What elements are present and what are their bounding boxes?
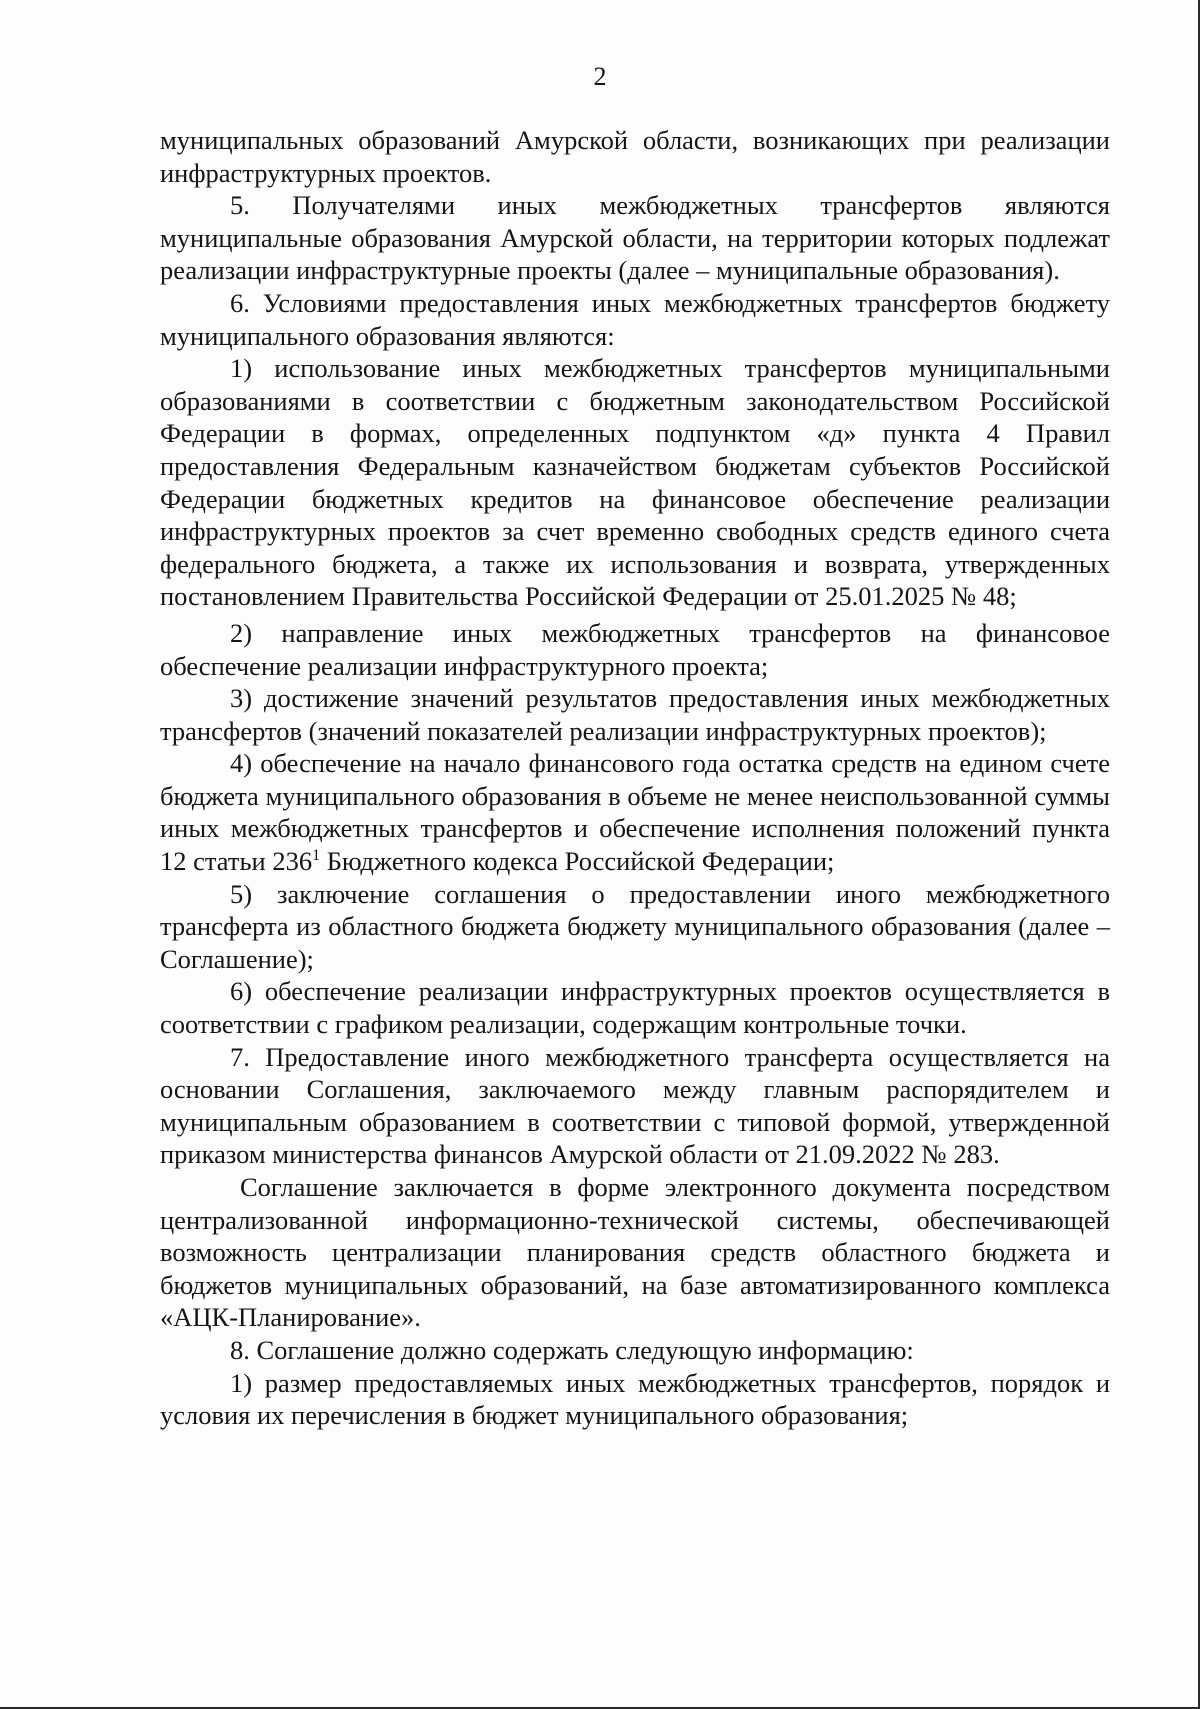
document-body <box>160 124 1110 1432</box>
paragraph-subitem-1: 1) использование иных межбюджетных трансфертов муниципальными образованиями в соответствии с бюджетным законодательством Российской Федерации в формах, определенных подпунктом «д» пункта 4 Правил предоставления Федеральным казначейством бюджетам субъектов Российской Федерации бюджетных кредитов на финансовое обеспечение реализации инфраструктурных проектов за счет временно свободных средств единого счета федерального бюджета, а также их использования и возврата, утвержденных постановлением Правительства Российской Федерации от 25.01.2025 № 48; <box>160 353 1110 612</box>
paragraph-subitem-4 <box>160 747 1110 877</box>
paragraph-agreement-form: Соглашение заключается в форме электронного документа посредством централизованной информационно-технической системы, обеспечивающей возможность централизации планирования средств областного бюджета и бюджетов муниципальных образований, на базе автоматизированного комплекса «АЦК-Планирование». <box>160 1172 1110 1333</box>
subitem-4-text: 4) обеспечение на начало финансового года остатка средств на едином счете бюджета муниципального образования в объеме не менее неиспользованной суммы иных межбюджетных трансфертов и обеспечение исполнения положений пункта 12 статьи 236 <box>160 748 1110 877</box>
paragraph-item-7: 7. Предоставление иного межбюджетного трансферта осуществляется на основании Соглашения, заключаемого между главным распорядителем и муниципальным образованием в соответствии с типовой формой, утвержденной приказом министерства финансов Амурской области от 21.09.2022 № 283. <box>160 1041 1110 1170</box>
subitem-4-text-end: Бюджетного кодекса Российской Федерации; <box>320 846 835 877</box>
paragraph-item-8: 8. Соглашение должно содержать следующую информацию: <box>230 1334 914 1365</box>
paragraph-continuation: муниципальных образований Амурской области, возникающих при реализации инфраструктурных проектов. <box>160 125 1110 188</box>
paragraph-item-6: 6. Условиями предоставления иных межбюджетных трансфертов бюджету муниципального образования являются: <box>160 287 1110 351</box>
article-superscript: 1 <box>312 847 321 865</box>
paragraph-subitem-5: 5) заключение соглашения о предоставлении иного межбюджетного трансферта из областного бюджета бюджету муниципального образования (далее – Соглашение); <box>160 878 1110 974</box>
paragraph-subitem-3: 3) достижение значений результатов предоставления иных межбюджетных трансфертов (значений показателей реализации инфраструктурных проектов); <box>160 683 1110 746</box>
paragraph-item-8-subitem-1: 1) размер предоставляемых иных межбюджетных трансфертов, порядок и условия их перечисления в бюджет муниципального образования; <box>160 1367 1110 1431</box>
paragraph-item-5: 5. Получателями иных межбюджетных трансфертов являются муниципальные образования Амурской области, на территории которых подлежат реализации инфраструктурные проекты (далее – муниципальные образования). <box>160 190 1110 286</box>
paragraph-subitem-6: 6) обеспечение реализации инфраструктурных проектов осуществляется в соответствии с графиком реализации, содержащим контрольные точки. <box>160 976 1110 1040</box>
page-number: 2 <box>593 62 607 91</box>
paragraph-subitem-2: 2) направление иных межбюджетных трансфертов на финансовое обеспечение реализации инфраструктурного проекта; <box>160 617 1110 681</box>
